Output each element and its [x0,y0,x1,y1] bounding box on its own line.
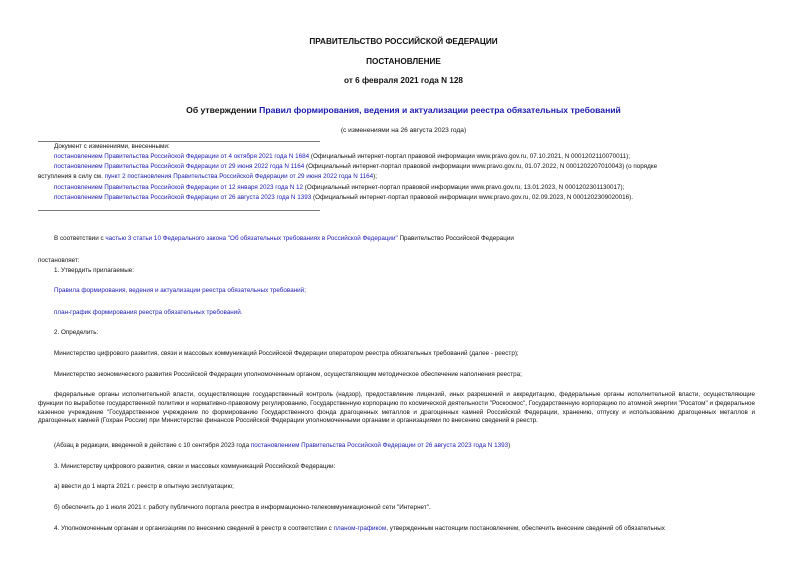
amendments-intro: Документ с изменениями, внесенными: [54,143,170,150]
paragraph-3b: б) обеспечить до 1 июля 2021 г. работу публичного портала реестра в информационно-телекоммуникационной сети "Интернет". [54,504,431,511]
paragraph-3a: а) ввести до 1 марта 2021 г. реестр в опытную эксплуатацию; [54,483,234,490]
amendment-link[interactable]: постановлением Правительства Российской Федерации от 4 октября 2021 года N 1684 [54,153,310,160]
paragraph-1: 1. Утвердить прилагаемые: [54,267,134,274]
amendment-item-cont: вступления в силу см. пункт 2 постановления Правительства Российской Федерации от 29 июня 2022 года N 1164); [38,173,377,180]
amendment-item: постановлением Правительства Российской Федерации от 29 июня 2022 года N 1164 (Официальный интернет-портал правовой информации www.pravo.gov.ru, 01.07.2022, N 0001202207010043) (о порядке [54,163,658,170]
amendment-link[interactable]: постановлением Правительства Российской Федерации от 12 января 2023 года N 12 [54,184,304,191]
amendment-link[interactable]: пункт 2 постановления Правительства Российской Федерации от 29 июня 2022 года N 1164 [104,173,374,180]
doc-date: от 6 февраля 2021 года N 128 [344,76,463,85]
federal-law-link[interactable]: частью 3 статьи 10 Федерального закона "Об обязательных требованиях в Российской Федерации" [105,235,398,242]
amend-note: (с изменениями на 26 августа 2023 года) [340,127,467,134]
doc-title [0,105,807,115]
decrees-word: постановляет: [38,257,80,264]
amendment-item: постановлением Правительства Российской Федерации от 12 января 2023 года N 12 (Официальный интернет-портал правовой информации www.pravo.gov.ru, 13.01.2023, N 0001202301130017); [54,184,625,191]
doc-title-prefix: Об утверждении [186,105,260,115]
preamble: В соответствии с частью 3 статьи 10 Федерального закона "Об обязательных требованиях в Российской Федерации" Правительство Российской Федерации [54,235,514,242]
schedule-link[interactable]: план-график формирования реестра обязательных требований. [54,309,243,316]
paragraph-2c: федеральные органы исполнительной власти, осуществляющие государственный контроль (надзор), предоставление лицензий, иных разрешений и аккредитацию, федеральные органы исполнительной власти, осуществляющие функции по выработке государственной политики и нормативно-правовому регулированию, Государственную корпорацию по космической деятельности "Роскосмос", Государственную корпорацию по атомной энергии "Росатом" и федеральное казенное учреждение "Государственное учреждение по формированию Государственного фонда драгоценных металлов и драгоценных камней Российской Федерации, хранению, отпуску и использованию драгоценных металлов и драгоценных камней (Гохран России) при Министерстве финансов Российской Федерации уполномоченными органами и организациями по внесению сведений в реестр. [38,391,755,425]
paragraph-2b: Министерство экономического развития Российской Федерации уполномоченным органом, осуществляющим методическое обеспечение наполнения реестра; [54,371,522,378]
amendment-link[interactable]: постановлением Правительства Российской Федерации от 29 июня 2022 года N 1164 [54,163,305,170]
rules-title-link[interactable]: Правил формирования, ведения и актуализации реестра обязательных требований [259,105,621,115]
divider-bottom [38,210,320,211]
rules-link[interactable]: Правила формирования, ведения и актуализации реестра обязательных требований; [54,287,306,294]
paragraph-3: 3. Министерству цифрового развития, связи и массовых коммуникаций Российской Федерации: [54,463,336,470]
doc-type: ПОСТАНОВЛЕНИЕ [366,57,441,66]
amendment-link[interactable]: постановлением Правительства Российской Федерации от 26 августа 2023 года N 1393 [54,194,312,201]
org-name: ПРАВИТЕЛЬСТВО РОССИЙСКОЙ ФЕДЕРАЦИИ [309,37,498,46]
paragraph-2: 2. Определить: [54,329,99,336]
divider-top [38,141,320,142]
amendment-item: постановлением Правительства Российской Федерации от 26 августа 2023 года N 1393 (Официальный интернет-портал правовой информации www.pravo.gov.ru, 02.09.2023, N 0001202309020016). [54,194,634,201]
paragraph-2a: Министерство цифрового развития, связи и массовых коммуникаций Российской Федерации оператором реестра обязательных требований (далее - реестр); [54,350,519,357]
amendment-1393-link[interactable]: постановлением Правительства Российской Федерации от 26 августа 2023 года N 1393 [250,442,509,449]
schedule-ref-link[interactable]: планом-графиком [333,525,387,532]
amendment-item: постановлением Правительства Российской Федерации от 4 октября 2021 года N 1684 (Официальный интернет-портал правовой информации www.pravo.gov.ru, 07.10.2021, N 0001202110070011); [54,153,630,160]
paragraph-4: 4. Уполномоченным органам и организациям по внесению сведений в реестр в соответствии с планом-графиком, утвержденным настоящим постановлением, обеспечить внесение сведений об обязательных [54,525,665,532]
paragraph-2c-note: (Абзац в редакции, введенной в действие с 10 сентября 2023 года постановлением Правительства Российской Федерации от 26 августа 2023 года N 1393) [54,442,511,449]
